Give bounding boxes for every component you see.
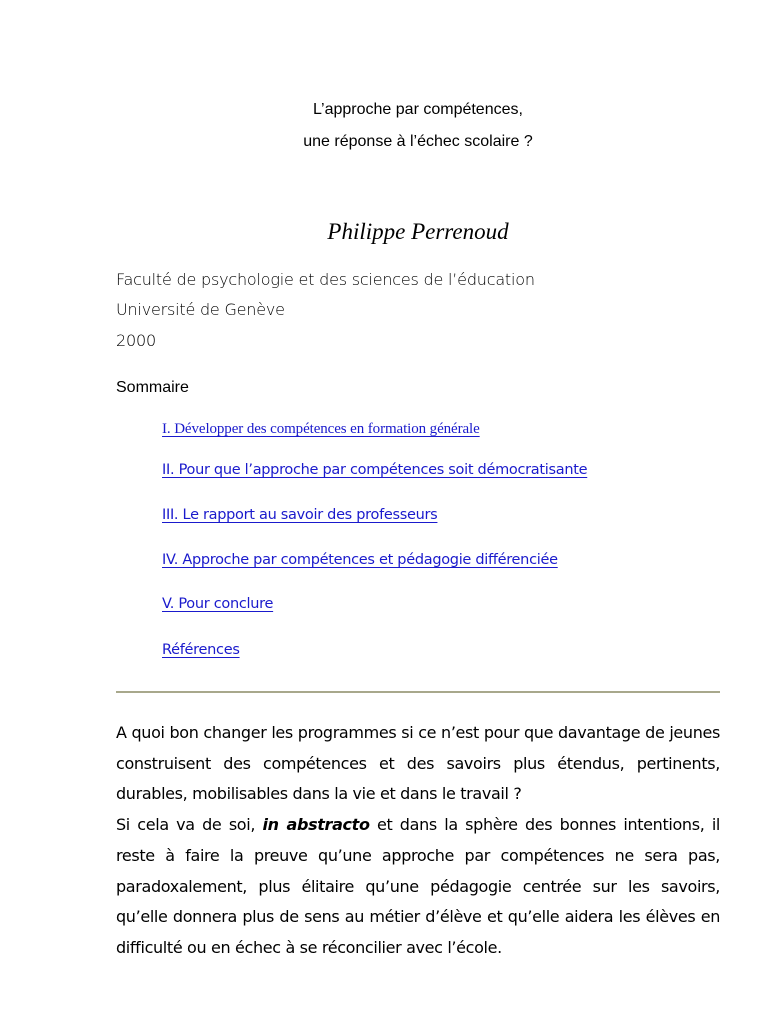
affiliation-faculty: Faculté de psychologie et des sciences de l’éducation — [116, 270, 535, 289]
toc-link-section-1[interactable]: I. Développer des compétences en formation générale — [162, 421, 480, 437]
paragraph-1: A quoi bon changer les programmes si ce n’est pour que davantage de jeunes construisent des compétences et des savoirs plus étendus, pertinents, durables, mobilisables dans la vie et dans le travail ? — [116, 723, 720, 804]
affiliation-year: 2000 — [116, 331, 156, 350]
toc-link-section-3[interactable]: III. Le rapport au savoir des professeurs — [162, 507, 438, 523]
sommaire-heading: Sommaire — [116, 379, 189, 396]
toc-link-references[interactable]: Références — [162, 642, 240, 658]
paragraph-2-start: Si cela va de soi, — [116, 815, 263, 835]
title-line-2: une réponse à l’échec scolaire ? — [303, 133, 533, 150]
paragraph-2-rest: et dans la sphère des bonnes intentions, il reste à faire la preuve qu’une approche par compétences ne sera pas, paradoxalement, plus élitaire qu’une pédagogie centrée sur les savoirs, qu’elle donnera plus de sens au métier d’élève et qu’elle aidera les élèves en difficulté ou en échec à se réconcilier avec l’école. — [116, 815, 721, 957]
title-line-1: L’approche par compétences, — [313, 101, 523, 118]
body-text — [116, 718, 720, 964]
horizontal-divider — [116, 691, 720, 693]
toc-link-section-4[interactable]: IV. Approche par compétences et pédagogie différenciée — [162, 552, 558, 568]
paragraph-2-emphasis: in abstracto — [262, 815, 370, 835]
paragraph-2 — [116, 810, 720, 964]
toc-link-section-2[interactable]: II. Pour que l’approche par compétences soit démocratisante — [162, 462, 588, 478]
author-name: Philippe Perrenoud — [327, 219, 509, 244]
toc-link-section-5[interactable]: V. Pour conclure — [162, 596, 274, 612]
affiliation-university: Université de Genève — [116, 300, 285, 319]
